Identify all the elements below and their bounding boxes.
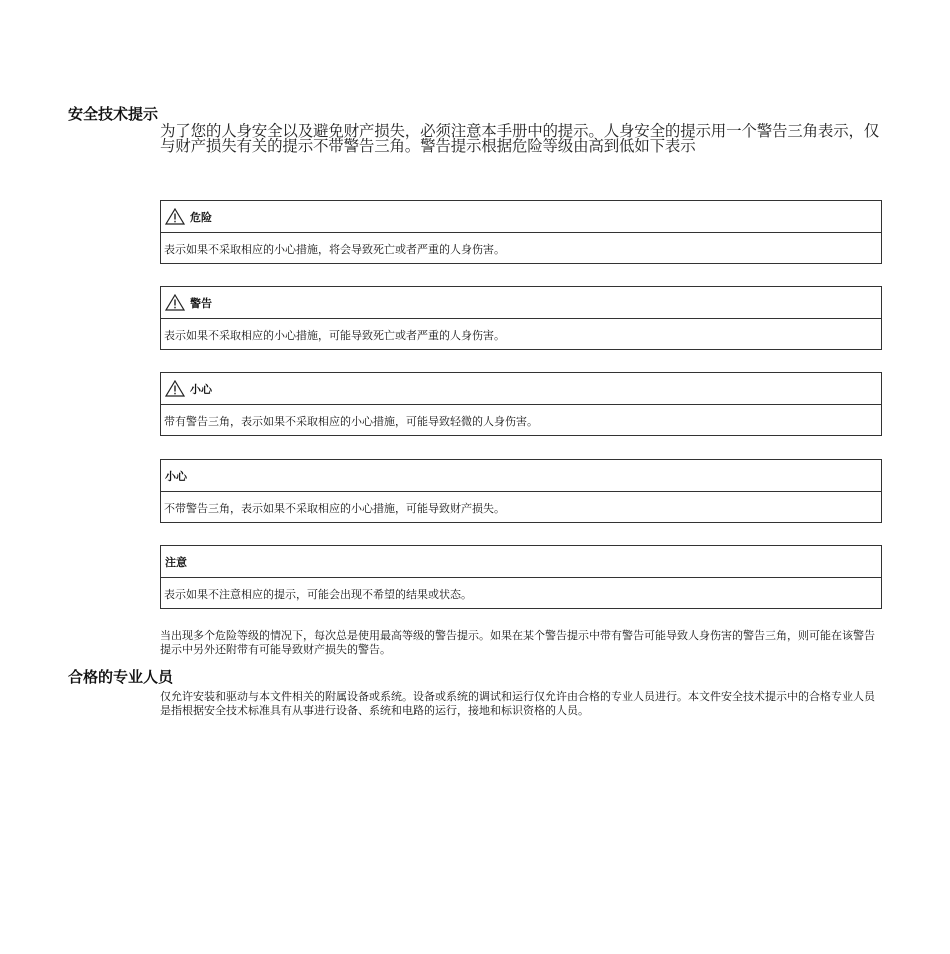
notice-title: 危险 — [190, 210, 212, 224]
qualified-personnel-text: 仅允许安装和驱动与本文件相关的附属设备或系统。设备或系统的调试和运行仅允许由合格的专业人员进行。本文件安全技术提示中的合格专业人员是指根据安全技术标准具有从事进行设备、系统和电路的运行，接地和标识资格的人员。 — [160, 690, 875, 717]
notice-danger — [160, 200, 882, 264]
warning-triangle-icon — [165, 294, 185, 311]
notice-text: 表示如果不注意相应的提示，可能会出现不希望的结果或状态。 — [164, 587, 472, 601]
notice-text: 表示如果不采取相应的小心措施，可能导致死亡或者严重的人身伤害。 — [164, 328, 505, 342]
notice-caution-with-triangle — [160, 372, 882, 436]
notice-warning — [160, 286, 882, 350]
notice-header — [161, 287, 881, 319]
notice-title: 警告 — [190, 296, 212, 310]
multi-level-note: 当出现多个危险等级的情况下，每次总是使用最高等级的警告提示。如果在某个警告提示中带有警告可能导致人身伤害的警告三角，则可能在该警告提示中另外还附带有可能导致财产损失的警告。 — [160, 629, 875, 656]
notice-title: 小心 — [190, 382, 212, 396]
notice-text: 表示如果不采取相应的小心措施，将会导致死亡或者严重的人身伤害。 — [164, 242, 505, 256]
notice-title: 小心 — [165, 469, 187, 483]
notice-header — [161, 373, 881, 405]
notice-text: 带有警告三角，表示如果不采取相应的小心措施，可能导致轻微的人身伤害。 — [164, 414, 538, 428]
warning-triangle-icon — [165, 380, 185, 397]
warning-triangle-icon — [165, 208, 185, 225]
qualified-personnel-heading: 合格的专业人员 — [68, 668, 174, 686]
notice-header — [161, 546, 881, 578]
notice-title: 注意 — [165, 555, 187, 569]
notice-note — [160, 545, 882, 609]
notice-header — [161, 201, 881, 233]
notice-caution-no-triangle — [160, 459, 882, 523]
notice-text: 不带警告三角，表示如果不采取相应的小心措施，可能导致财产损失。 — [164, 501, 505, 515]
safety-intro: 为了您的人身安全以及避免财产损失，必须注意本手册中的提示。人身安全的提示用一个警告三角表示，仅与财产损失有关的提示不带警告三角。警告提示根据危险等级由高到低如下表示 — [160, 122, 880, 155]
notice-header — [161, 460, 881, 492]
safety-heading: 安全技术提示 — [68, 105, 159, 123]
